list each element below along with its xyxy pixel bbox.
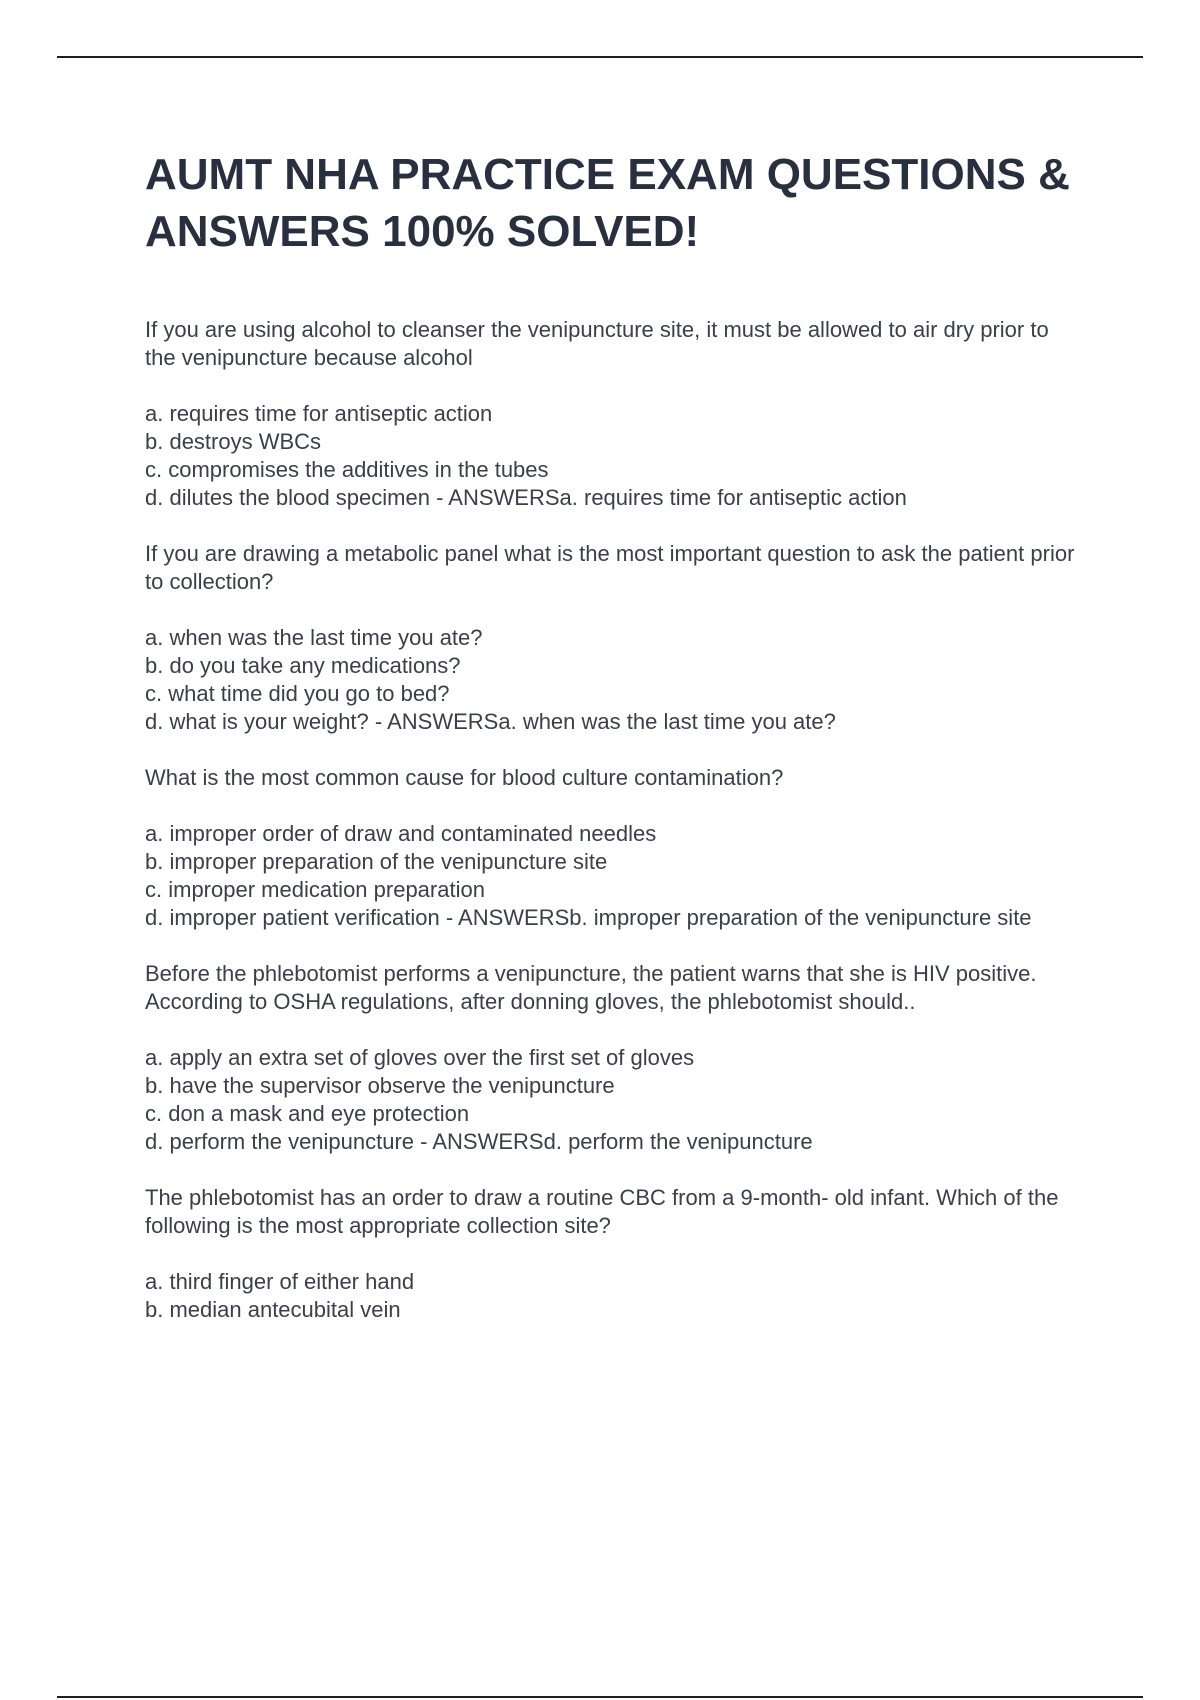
question-block-3 [145,764,1085,932]
question-list [145,316,1085,1324]
top-divider [57,56,1143,58]
option-c: c. compromises the additives in the tubes [145,457,549,482]
option-a: a. third finger of either hand [145,1269,415,1294]
option-b: b. median antecubital vein [145,1297,401,1322]
option-b: b. have the supervisor observe the venipuncture [145,1073,615,1098]
option-b: b. do you take any medications? [145,653,461,678]
option-d-with-answer: d. perform the venipuncture - ANSWERSd. perform the venipuncture [145,1129,813,1154]
question-text: Before the phlebotomist performs a venipuncture, the patient warns that she is HIV positive. According to OSHA regulations, after donning gloves, the phlebotomist should.. [145,961,1037,1014]
option-a: a. when was the last time you ate? [145,625,483,650]
option-b: b. improper preparation of the venipuncture site [145,849,608,874]
option-c: c. what time did you go to bed? [145,681,450,706]
option-list [145,1268,1085,1324]
option-d-with-answer: d. dilutes the blood specimen - ANSWERSa. requires time for antiseptic action [145,485,907,510]
option-c: c. improper medication preparation [145,877,485,902]
question-text: If you are drawing a metabolic panel what is the most important question to ask the patient prior to collection? [145,541,1075,594]
option-list [145,400,1085,512]
question-text: If you are using alcohol to cleanser the venipuncture site, it must be allowed to air dry prior to the venipuncture because alcohol [145,317,1049,370]
question-block-5 [145,1184,1085,1324]
question-block-4 [145,960,1085,1156]
option-list [145,820,1085,932]
option-a: a. improper order of draw and contaminated needles [145,821,657,846]
option-d-with-answer: d. improper patient verification - ANSWERSb. improper preparation of the venipuncture site [145,905,1032,930]
bottom-divider [57,1696,1143,1698]
question-text: What is the most common cause for blood culture contamination? [145,765,784,790]
option-c: c. don a mask and eye protection [145,1101,470,1126]
document-page [145,146,1085,1352]
question-block-1 [145,316,1085,512]
option-a: a. requires time for antiseptic action [145,401,493,426]
option-list [145,1044,1085,1156]
option-d-with-answer: d. what is your weight? - ANSWERSa. when was the last time you ate? [145,709,836,734]
option-a: a. apply an extra set of gloves over the first set of gloves [145,1045,695,1070]
document-title: AUMT NHA PRACTICE EXAM QUESTIONS & ANSWERS 100% SOLVED! [145,150,1070,256]
question-text: The phlebotomist has an order to draw a routine CBC from a 9-month- old infant. Which of the following is the most appropriate collection site? [145,1185,1059,1238]
option-list [145,624,1085,736]
question-block-2 [145,540,1085,736]
option-b: b. destroys WBCs [145,429,322,454]
